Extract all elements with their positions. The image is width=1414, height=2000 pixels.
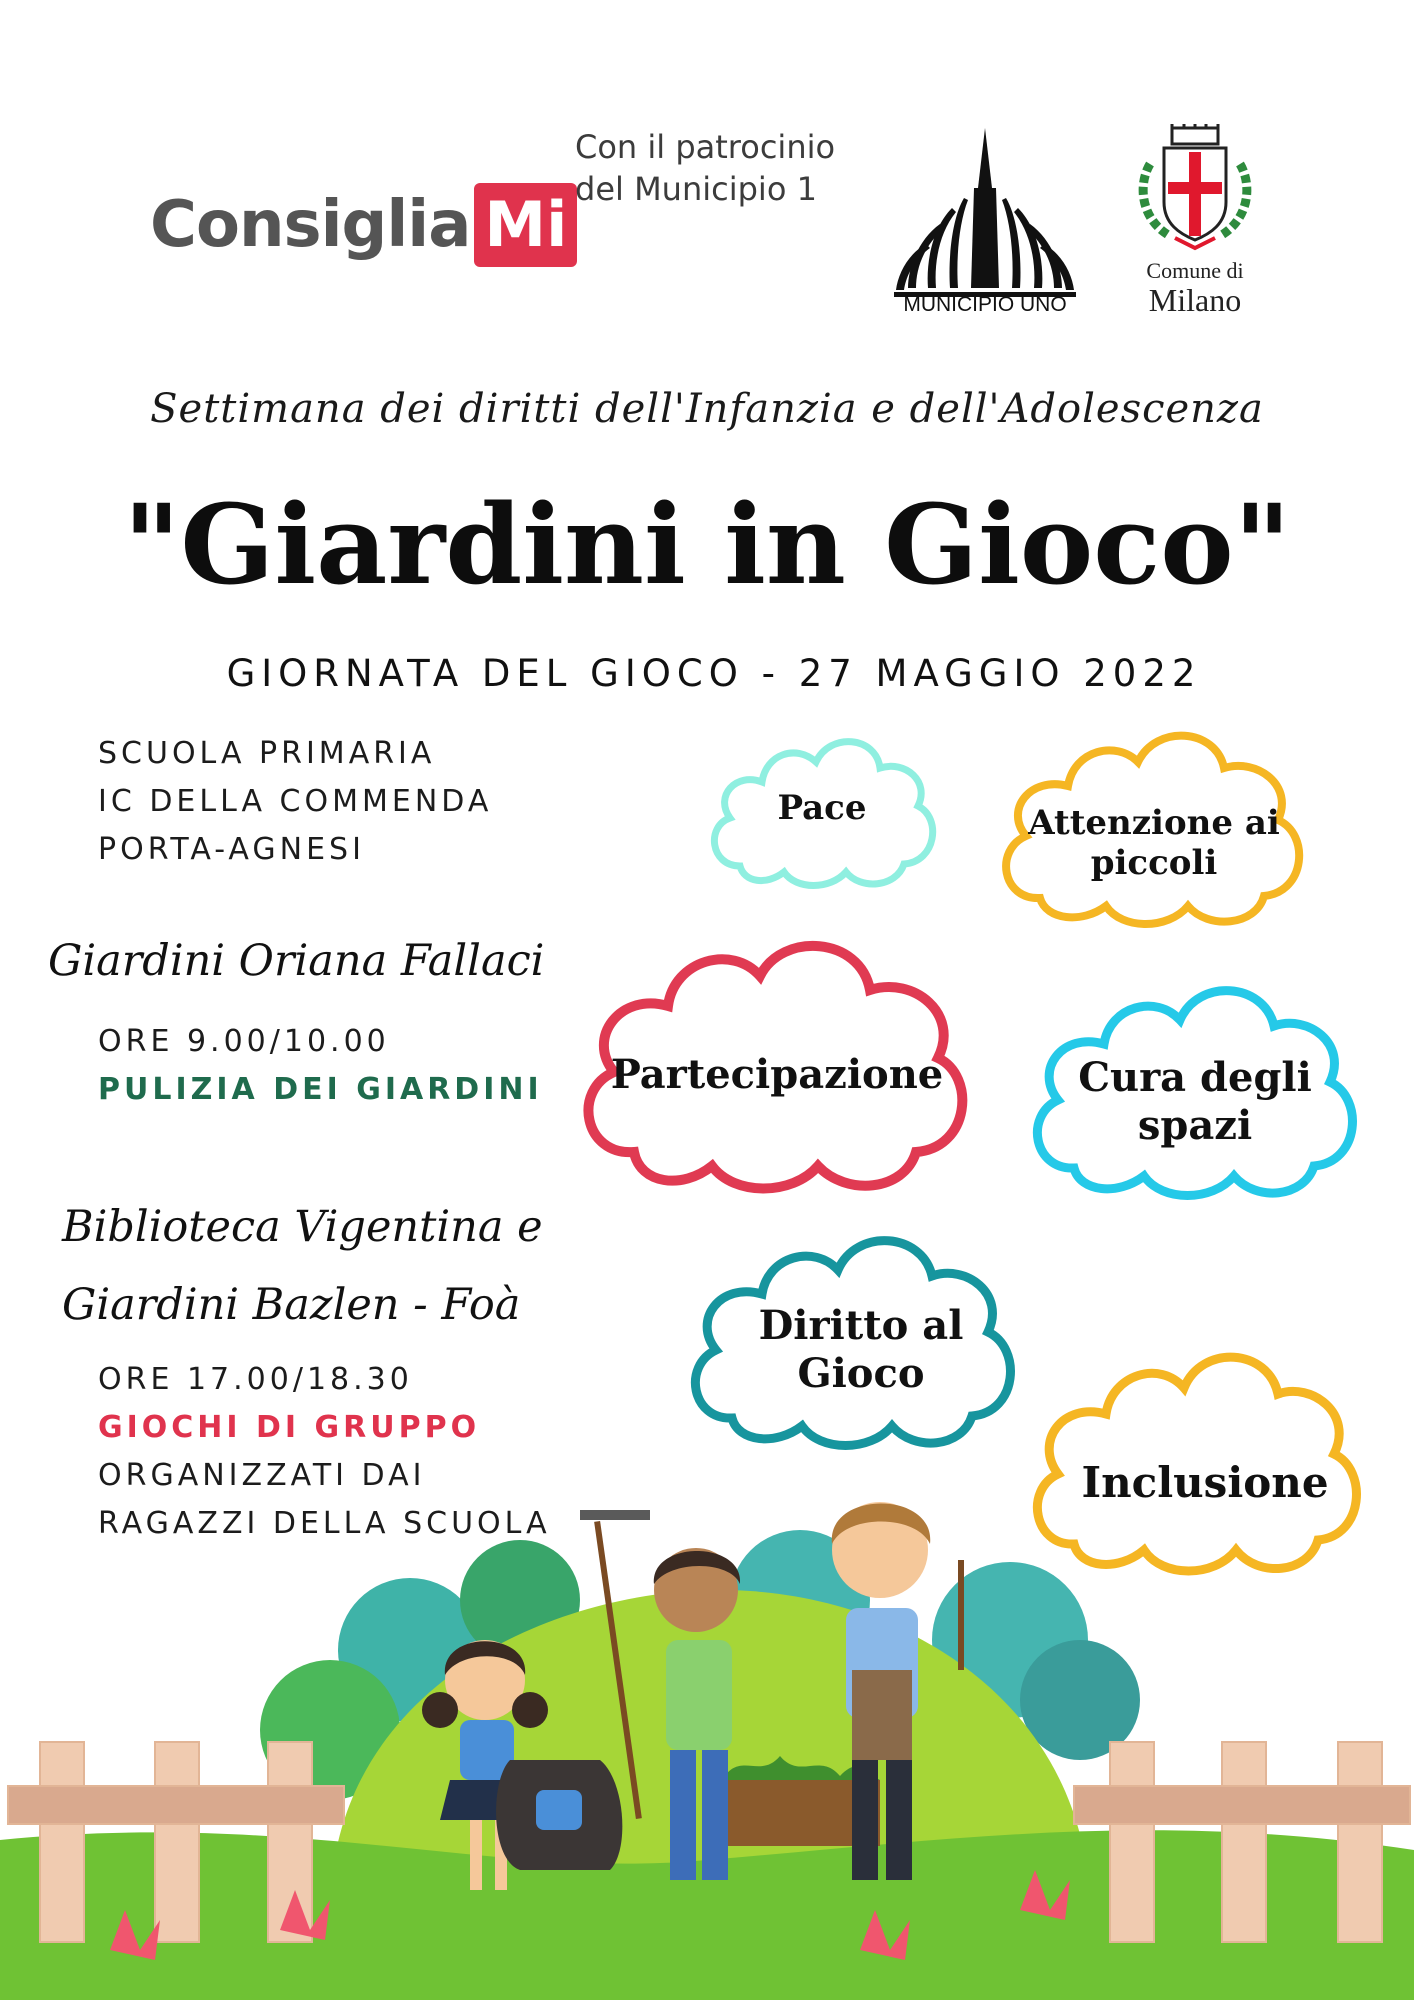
garden-scene-illustration (0, 1480, 1414, 2000)
municipio-uno-logo-icon (892, 128, 1078, 320)
patronage-line-2: del Municipio 1 (575, 170, 817, 208)
cloud-diritto-label (716, 1300, 1006, 1400)
cloud-cura-line-1: Cura degli (1078, 1054, 1312, 1101)
cloud-cura-line-2: spazi (1137, 1102, 1253, 1149)
school-line-3: PORTA-AGNESI (98, 832, 365, 867)
school-line-1: SCUOLA PRIMARIA (98, 736, 436, 771)
cloud-pace-label: Pace (777, 788, 867, 828)
school-line-2: IC DELLA COMMENDA (98, 784, 493, 819)
fence-right-icon (1074, 1742, 1410, 1942)
patronage-text (575, 126, 865, 210)
school-block (98, 730, 578, 874)
cloud-inclusione-label: Inclusione (1081, 1457, 1329, 1507)
milano-label: Milano (1148, 282, 1242, 318)
logo-word: Consiglia (150, 188, 471, 262)
municipio-label: MUNICIPIO UNO (903, 293, 1067, 316)
cloud-diritto-line-2: Gioco (797, 1350, 925, 1397)
event2-note-line-1: ORGANIZZATI DAI (98, 1458, 426, 1493)
comune-milano-crest-icon (1130, 124, 1260, 254)
consigliami-logo (150, 180, 568, 270)
event1-activity: PULIZIA DEI GIARDINI (98, 1072, 543, 1107)
cloud-partecipazione-label: Partecipazione (610, 1050, 944, 1098)
event2-note-line-2: RAGAZZI DELLA SCUOLA (98, 1506, 551, 1541)
event2-place-line-1: Biblioteca Vigentina e (62, 1202, 543, 1252)
cloud-attenzione-line-1: Attenzione ai (1028, 803, 1280, 843)
event2-activity: GIOCHI DI GRUPPO (98, 1410, 481, 1445)
event-subtitle: Settimana dei diritti dell'Infanzia e dell'Adolescenza (150, 386, 1264, 432)
event-date: GIORNATA DEL GIOCO - 27 MAGGIO 2022 (226, 652, 1202, 695)
event1-place: Giardini Oriana Fallaci (48, 936, 545, 986)
page-title: "Giardini in Gioco" (123, 480, 1291, 609)
event2-place (62, 1188, 582, 1344)
event2-time: ORE 17.00/18.30 (98, 1362, 413, 1397)
trash-bag-icon (496, 1760, 622, 1870)
event1-time: ORE 9.00/10.00 (98, 1024, 390, 1059)
logo-badge: Mi (474, 183, 577, 267)
patronage-line-1: Con il patrocinio (575, 128, 836, 166)
event2-place-line-2: Giardini Bazlen - Foà (62, 1280, 521, 1330)
comune-label: Comune di (1146, 258, 1244, 283)
cloud-diritto-line-1: Diritto al (758, 1302, 964, 1349)
cloud-attenzione-label (1020, 798, 1288, 888)
cloud-attenzione-line-2: piccoli (1090, 843, 1218, 883)
cloud-cura-label (1050, 1052, 1340, 1152)
